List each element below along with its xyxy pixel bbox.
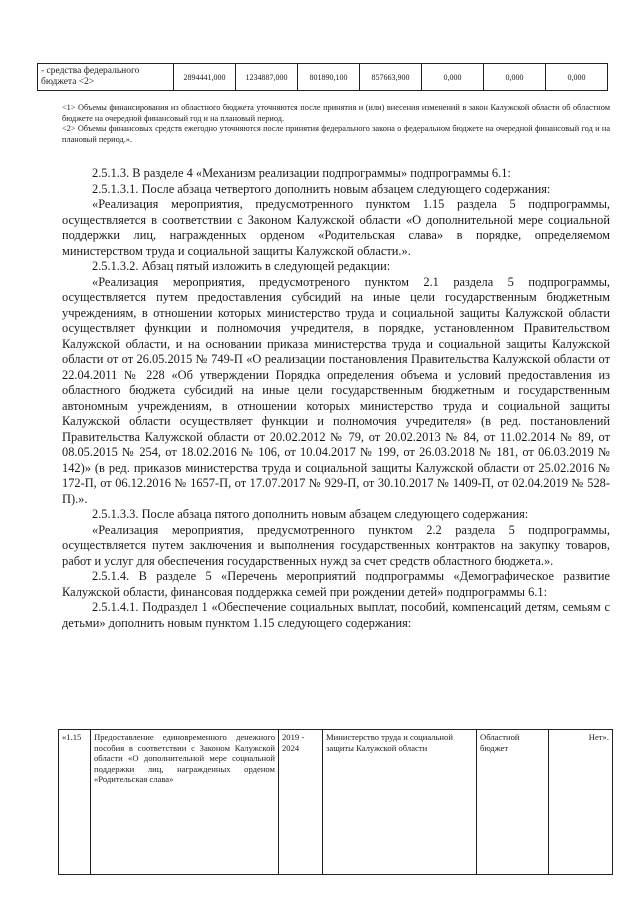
table-row (38, 64, 608, 91)
executor-cell: Министерство труда и социальной защиты Калужской области (323, 730, 477, 875)
document-body (62, 166, 610, 631)
period-cell: 2019 - 2024 (279, 730, 323, 875)
paragraph: 2.5.1.4.1. Подраздел 1 «Обеспечение социальных выплат, пособий, компенсаций детям, семьям с детьми» дополнить новым пунктом 1.15 следующего содержания: (62, 600, 610, 630)
table-cell: 2894441,000 (174, 64, 236, 91)
participants-cell: Нет». (549, 730, 613, 875)
table-cell: 0,000 (546, 64, 608, 91)
paragraph: «Реализация мероприятия, предусмотренного пунктом 2.2 раздела 5 подпрограммы, осуществляется путем заключения и выполнения государственных контрактов на закупку товаров, работ и услуг для обеспечения государственных нужд за счет средств областного бюджета.». (62, 522, 610, 568)
paragraph: 2.5.1.4. В разделе 5 «Перечень мероприятий подпрограммы «Демографическое развитие Калужской области, финансовая поддержка семей при рождении детей» подпрограммы 6.1: (62, 569, 610, 599)
paragraph: 2.5.1.3. В разделе 4 «Механизм реализации подпрограммы» подпрограммы 6.1: (92, 166, 511, 180)
footnotes (62, 103, 610, 145)
footnote: <2> Объемы финансовых средств ежегодно уточняются после принятия федерального закона о федеральном бюджете на очередной финансовый год и на плановый период.». (62, 124, 610, 144)
measures-table (58, 729, 613, 875)
table-cell: 0,000 (484, 64, 546, 91)
table-cell: 0,000 (422, 64, 484, 91)
item-number: «1.15 (59, 730, 91, 875)
row-label: - средства федерального бюджета <2> (38, 64, 174, 91)
table-cell: 1234887,000 (236, 64, 298, 91)
paragraph: 2.5.1.3.2. Абзац пятый изложить в следующей редакции: (92, 259, 391, 273)
table-cell: 857663,900 (360, 64, 422, 91)
paragraph: 2.5.1.3.1. После абзаца четвертого дополнить новым абзацем следующего содержания: (92, 181, 551, 196)
table-row (59, 730, 613, 875)
paragraph: 2.5.1.3.3. После абзаца пятого дополнить новым абзацем следующего содержания: (92, 507, 529, 521)
measure-description: Предоставление единовременного денежного пособия в соответствии с Законом Калужской области «О дополнительной мере социальной поддержки лиц, награжденных орденом «Родительская слава» (91, 730, 279, 875)
funding-table (37, 63, 608, 91)
source-cell: Областной бюджет (477, 730, 549, 875)
table-cell: 801890,100 (298, 64, 360, 91)
paragraph: «Реализация мероприятия, предусмотреного пунктом 2.1 раздела 5 подпрограммы, осуществляется путем предоставления субсидий на иные цели государственным бюджетным учреждениям, в отношении которых министерство труда и социальной защиты Калужской области осуществляет функции и полномочия учредителя, в порядке, установленном Правительством Калужской области, и на основании приказа министерства труда и социальной защиты Калужской области от от 26.05.2015 № 749-П «О реализации постановления Правительства Калужской области от 22.04.2011 № 228 «Об утверждении Порядка определения объема и условий предоставления из областного бюджета субсидий на иные цели государственным бюджетным и государственным автономным учреждениям, в отношении которых министерство труда и социальной защиты Калужской области осуществляет функции и полномочия учредителя» (в ред. постановлений Правительства Калужской области от 20.02.2012 № 79, от 20.02.2013 № 84, от 11.02.2014 № 89, от 08.05.2015 № 254, от 18.02.2016 № 106, от 10.04.2017 № 199, от 26.03.2018 № 181, от 06.03.2019 № 142)» (в ред. приказов министерства труда и социальной защиты Калужской области от 25.02.2016 № 172-П, от 06.12.2016 № 1657-П, от 17.07.2017 № 929-П, от 30.10.2017 № 1409-П, от 02.04.2019 № 528-П).». (62, 274, 610, 506)
footnote: <1> Объемы финансирования из областного бюджета уточняются после принятия и (или) внесения изменений в закон Калужской области об областном бюджете на очередной финансовый год и на плановый период. (62, 103, 610, 123)
paragraph: «Реализация мероприятия, предусмотренного пунктом 1.15 раздела 5 подпрограммы, осуществляется в соответствии с Законом Калужской области «О дополнительной мере социальной поддержки лиц, награжденных орденом «Родительская слава» в порядке, определяемом министерством труда и социальной защиты Калужской области.». (62, 197, 610, 258)
